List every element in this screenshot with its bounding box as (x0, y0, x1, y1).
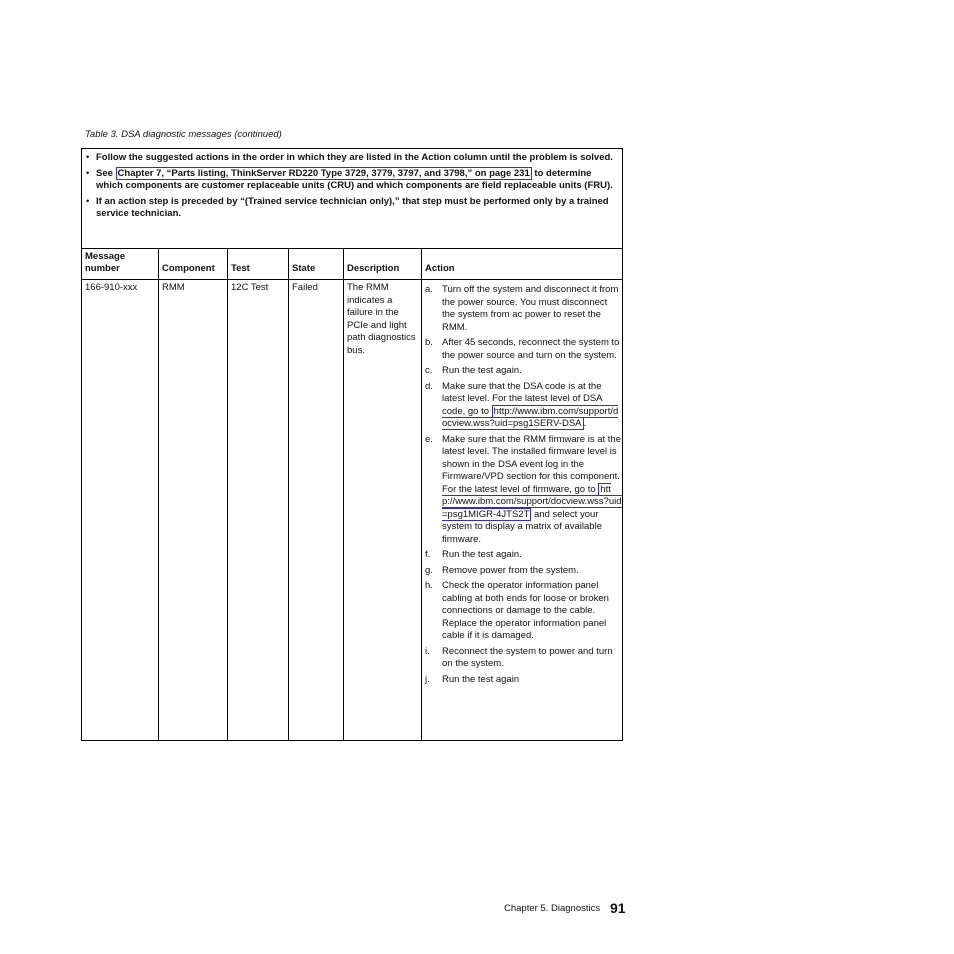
action-step (422, 381, 622, 431)
note-item (85, 168, 618, 193)
note-text: Follow the suggested actions in the order in which they are listed in the Action column until the problem is solved. (96, 152, 613, 163)
note-text: to determine which components are customer replaceable units (CRU) and which components are field replaceable units (FRU). (96, 167, 613, 192)
bullet-icon: • (86, 195, 90, 207)
action-step (422, 434, 622, 547)
table-header-row (82, 249, 622, 280)
step-text: and select your system to display a matrix of available firmware. (442, 508, 602, 545)
step-text: Turn off the system and disconnect it from the power source. You must disconnect the system from ac power to reset the RMM. (442, 284, 619, 333)
bullet-icon: • (86, 152, 90, 163)
step-label: d. (425, 380, 433, 392)
column-divider (227, 249, 228, 740)
step-label: c. (425, 365, 433, 376)
page-number: 91 (610, 900, 626, 916)
step-label: i. (425, 645, 430, 657)
step-label: f. (425, 549, 431, 560)
header-component: Component (162, 263, 215, 274)
rmm-firmware-link[interactable]: http://www.ibm.com/support/docview.wss?uid=psg1MIGR-4JTS2T (442, 483, 622, 520)
step-text: Make sure that the RMM firmware is at the latest level. The installed firmware level is shown in the DSA event log in the Firmware/VPD section for this component. For the latest level of firmware, go to (442, 433, 621, 495)
step-label: j. (425, 673, 430, 685)
note-item (85, 196, 618, 221)
action-step (422, 646, 622, 671)
action-step (422, 549, 622, 562)
step-text: . (583, 418, 587, 429)
step-text: Check the operator information panel cabling at both ends for loose or broken connections or damage to the cable. Replace the operator information panel cable if it is damaged. (442, 580, 609, 641)
dsa-code-link[interactable]: http://www.ibm.com/support/docview.wss?uid=psg1SERV-DSA (442, 405, 619, 429)
action-step (422, 565, 622, 578)
column-divider (288, 249, 289, 740)
header-action: Action (425, 263, 455, 274)
cell-test: 12C Test (231, 282, 269, 293)
footer-chapter: Chapter 5. Diagnostics (504, 903, 601, 914)
note-text: If an action step is preceded by “(Trained service technician only),” that step must be performed only by a trained service technician. (96, 195, 609, 220)
parts-listing-link[interactable]: Chapter 7, “Parts listing, ThinkServer RD220 Type 3729, 3779, 3797, and 3798,” on page 231 (117, 167, 530, 179)
dsa-messages-table (81, 148, 623, 741)
header-test: Test (231, 263, 250, 274)
header-message-number: Message number (85, 251, 126, 274)
table-notes (82, 149, 622, 249)
cell-state: Failed (292, 282, 318, 293)
step-text: Run the test again. (442, 365, 522, 376)
step-text: After 45 seconds, reconnect the system to the power source and turn on the system. (442, 337, 620, 361)
step-label: h. (425, 580, 433, 591)
note-item (85, 152, 618, 165)
action-step (422, 284, 622, 334)
column-divider (158, 249, 159, 740)
note-text: See (96, 167, 116, 179)
action-step (422, 337, 622, 362)
step-label: e. (425, 433, 433, 445)
cell-message-number: 166-910-xxx (85, 282, 138, 293)
step-label: a. (425, 284, 433, 295)
step-label: b. (425, 337, 433, 348)
step-text: Make sure that the DSA code is at the latest level. For the latest level of DSA code, go to (442, 380, 602, 417)
header-state: State (292, 263, 316, 274)
action-step (422, 365, 622, 378)
bullet-icon: • (86, 167, 90, 179)
cell-action-list (422, 284, 622, 689)
cell-component: RMM (162, 282, 185, 293)
header-description: Description (347, 263, 400, 274)
step-label: g. (425, 564, 433, 576)
step-text: Run the test again. (442, 549, 522, 560)
action-step (422, 674, 622, 687)
step-text: Reconnect the system to power and turn on the system. (442, 645, 613, 669)
cell-description: The RMM indicates a failure in the PCIe and light path diagnostics bus. (347, 282, 416, 356)
table-caption: Table 3. DSA diagnostic messages (continued) (85, 129, 282, 140)
step-text: Run the test again (442, 673, 520, 685)
action-step (422, 580, 622, 643)
step-text: Remove power from the system. (442, 564, 579, 576)
